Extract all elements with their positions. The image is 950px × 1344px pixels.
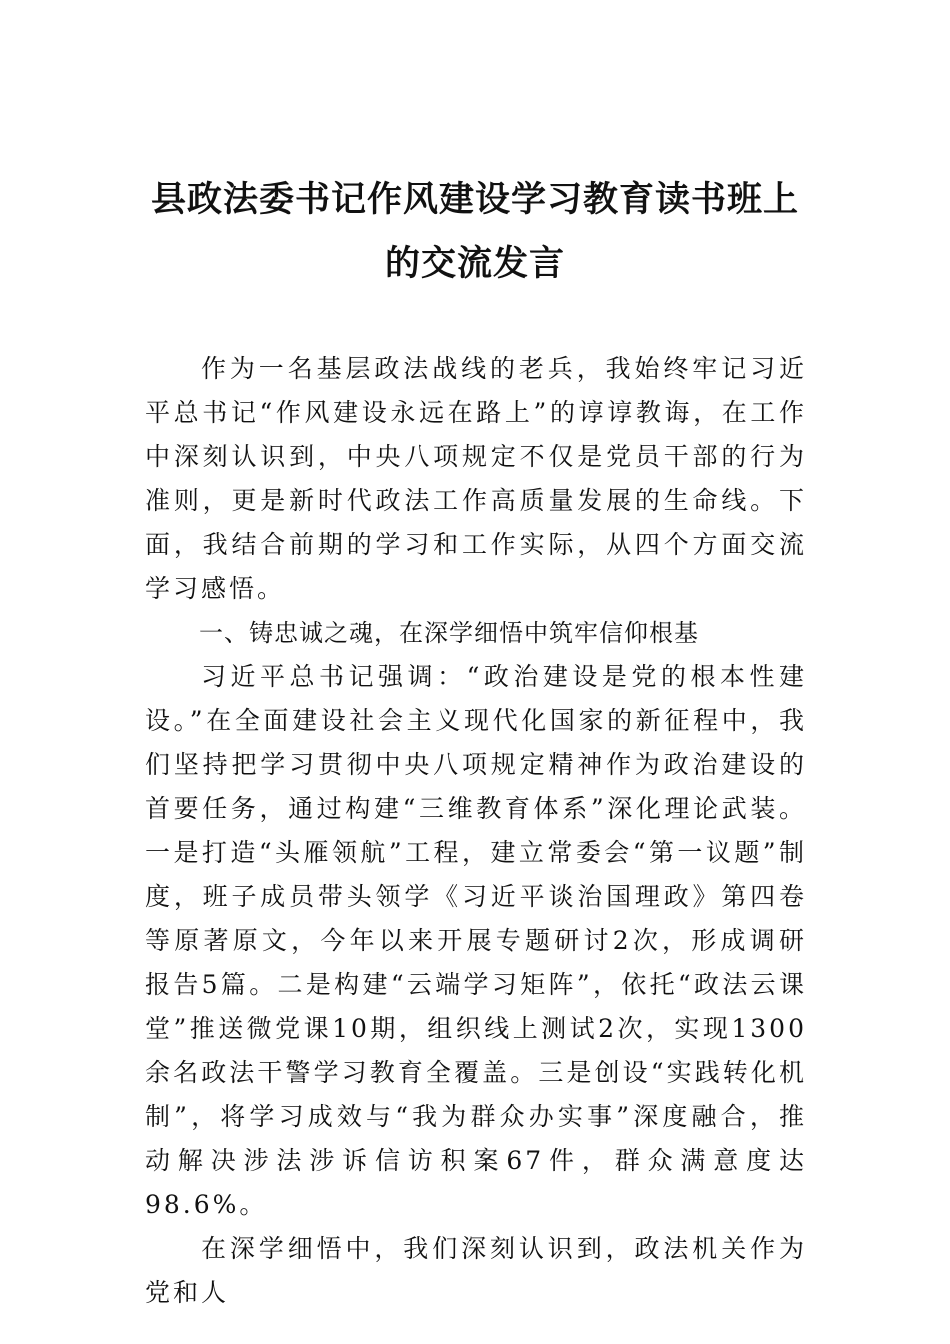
section-heading-1: 一、铸忠诚之魂，在深学细悟中筑牢信仰根基 — [199, 619, 699, 647]
title-line-2: 的交流发言 — [384, 243, 565, 284]
title-line-1: 县政法委书记作风建设学习教育读书班上 — [150, 179, 799, 220]
section-1-paragraph-2: 在深学细悟中，我们深刻认识到，政法机关作为党和人 — [145, 1234, 807, 1307]
document-title — [120, 168, 830, 296]
intro-paragraph: 作为一名基层政法战线的老兵，我始终牢记习近平总书记“作风建设永远在路上”的谆谆教诲，在工作中深刻认识到，中央八项规定不仅是党员干部的行为准则，更是新时代政法工作高质量发展的生命线。下面，我结合前期的学习和工作实际，从四个方面交流学习感悟。 — [145, 354, 807, 603]
section-1-paragraph-1: 习近平总书记强调：“政治建设是党的根本性建设。”在全面建设社会主义现代化国家的新征程中，我们坚持把学习贯彻中央八项规定精神作为政治建设的首要任务，通过构建“三维教育体系”深化理论武装。一是打造“头雁领航”工程，建立常委会“第一议题”制度，班子成员带头领学《习近平谈治国理政》第四卷等原著原文，今年以来开展专题研讨2次，形成调研报告5篇。二是构建“云端学习矩阵”，依托“政法云课堂”推送微党课10期，组织线上测试2次，实现1300余名政法干警学习教育全覆盖。三是创设“实践转化机制”，将学习成效与“我为群众办实事”深度融合，推动解决涉法涉诉信访积案67件，群众满意度达98.6%。 — [145, 662, 807, 1219]
document-body — [145, 347, 807, 1315]
